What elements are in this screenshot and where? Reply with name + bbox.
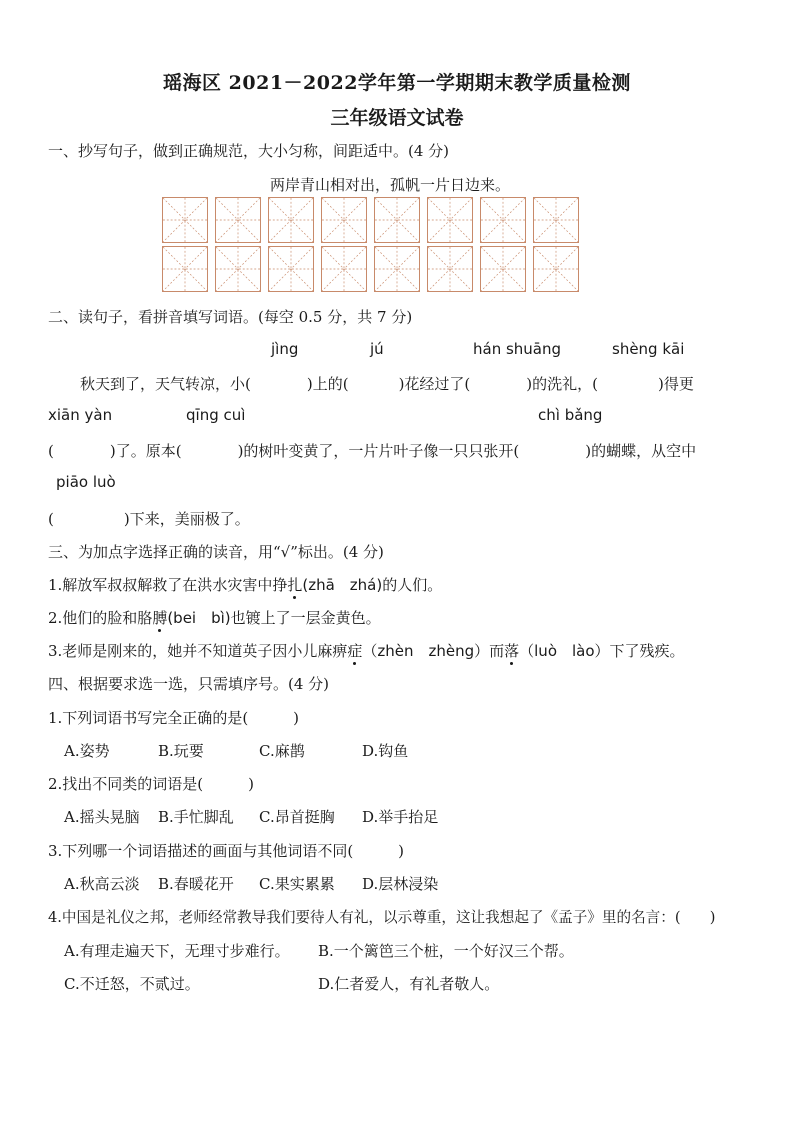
text: )的洗礼，( (526, 375, 599, 393)
dotted-char: 症 (347, 642, 363, 660)
writing-grid-row (162, 246, 579, 292)
grid-guide-lines (534, 247, 578, 291)
text: 3.老师是刚来的，她并不知道英子因小儿麻痹 (48, 642, 348, 660)
text: )的树叶变黄了，一片片叶子像一只只张开( (237, 442, 520, 460)
option-c[interactable]: C.昂首挺胸 (259, 808, 335, 826)
pinyin-options[interactable]: (zhā zhá) (302, 576, 383, 594)
writing-cell[interactable] (215, 246, 261, 292)
writing-grid-row (162, 197, 579, 243)
section4-question-4-stem: 4.中国是礼仪之邦，老师经常教导我们要待人有礼，以示尊重，这让我想起了《孟子》里的名言：( ) (48, 909, 716, 926)
text: ( (48, 510, 54, 528)
option-a[interactable]: A.秋高云淡 (64, 875, 140, 893)
section4-question-1-stem: 1.下列词语书写完全正确的是( ) (48, 709, 300, 727)
option-b[interactable]: B.春暖花开 (158, 875, 234, 893)
grid-guide-lines (322, 247, 366, 291)
grid-guide-lines (163, 247, 207, 291)
pinyin-han-shuang: hán shuāng (473, 340, 562, 358)
text: 2.他们的脸和胳 (48, 609, 153, 627)
pinyin-piao-luo: piāo luò (56, 473, 116, 491)
grid-guide-lines (534, 198, 578, 242)
fill-line-1 (80, 373, 694, 394)
option-c[interactable]: C.果实累累 (259, 875, 335, 893)
dotted-char: 扎 (287, 576, 303, 594)
writing-cell[interactable] (162, 246, 208, 292)
option-d[interactable]: D.层林浸染 (362, 875, 439, 893)
option-d[interactable]: D.仁者爱人，有礼者敬人。 (318, 975, 500, 993)
text: 1.解放军叔叔解救了在洪水灾害中挣 (48, 576, 288, 594)
writing-cell[interactable] (162, 197, 208, 243)
grid-guide-lines (269, 198, 313, 242)
grid-guide-lines (269, 247, 313, 291)
option-b[interactable]: B.玩要 (158, 742, 204, 760)
grid-guide-lines (163, 198, 207, 242)
pinyin-ju: jú (370, 340, 384, 358)
writing-cell[interactable] (321, 246, 367, 292)
writing-cell[interactable] (215, 197, 261, 243)
section1-heading: 一、抄写句子，做到正确规范，大小匀称，间距适中。(4 分) (48, 142, 450, 160)
text: )的蝴蝶，从空中 (585, 442, 697, 460)
text: ( (48, 442, 54, 460)
option-c[interactable]: C.麻鹊 (259, 742, 305, 760)
option-d[interactable]: D.举手抬足 (362, 808, 439, 826)
pinyin-jing: jìng (271, 340, 299, 358)
section3-heading: 三、为加点字选择正确的读音，用“√”标出。(4 分) (48, 543, 384, 561)
section2-heading: 二、读句子，看拼音填写词语。(每空 0.5 分，共 7 分) (48, 308, 413, 326)
writing-cell[interactable] (427, 246, 473, 292)
text: )上的( (306, 375, 349, 393)
grid-guide-lines (216, 198, 260, 242)
fill-line-3 (48, 508, 250, 529)
option-b[interactable]: B.一个篱笆三个桩，一个好汉三个帮。 (318, 942, 574, 960)
exam-subtitle: 三年级语文试卷 (330, 107, 464, 129)
section4-heading: 四、根据要求选一选，只需填序号。(4 分) (48, 675, 330, 693)
pinyin-options[interactable]: (bei bì) (167, 609, 231, 627)
section4-question-3-stem: 3.下列哪一个词语描述的画面与其他词语不同( ) (48, 842, 405, 860)
grid-guide-lines (428, 198, 472, 242)
section3-question-3 (48, 640, 685, 661)
grid-guide-lines (481, 247, 525, 291)
section1-sentence: 两岸青山相对出，孤帆一片日边来。 (270, 176, 511, 194)
text: 也镀上了一层金黄色。 (230, 609, 381, 627)
writing-cell[interactable] (533, 197, 579, 243)
text: 的人们。 (382, 576, 443, 594)
pinyin-options[interactable]: （zhèn zhèng） (362, 642, 490, 660)
pinyin-qing-cui: qīng cuì (186, 406, 246, 424)
section3-question-2 (48, 607, 381, 628)
option-a[interactable]: A.摇头晃脑 (64, 808, 140, 826)
pinyin-options[interactable]: （luò lào） (519, 642, 610, 660)
section3-question-1 (48, 574, 442, 595)
writing-cell[interactable] (480, 197, 526, 243)
dotted-char: 膊 (152, 609, 168, 627)
option-b[interactable]: B.手忙脚乱 (158, 808, 234, 826)
pinyin-sheng-kai: shèng kāi (612, 340, 685, 358)
writing-cell[interactable] (374, 197, 420, 243)
section4-question-2-stem: 2.找出不同类的词语是( ) (48, 775, 255, 793)
exam-title: 瑶海区 2021－2022学年第一学期期末教学质量检测 (163, 72, 631, 94)
writing-cell[interactable] (268, 246, 314, 292)
option-a[interactable]: A.姿势 (64, 742, 110, 760)
fill-line-2 (48, 440, 696, 461)
grid-guide-lines (481, 198, 525, 242)
option-a[interactable]: A.有理走遍天下，无理寸步难行。 (64, 942, 290, 960)
dotted-char: 落 (504, 642, 520, 660)
grid-guide-lines (375, 247, 419, 291)
text: )得更 (658, 375, 694, 393)
pinyin-chi-bang: chì bǎng (538, 406, 603, 424)
text: 而 (489, 642, 505, 660)
option-d[interactable]: D.钩鱼 (362, 742, 409, 760)
text: )花经过了( (398, 375, 471, 393)
writing-cell[interactable] (321, 197, 367, 243)
pinyin-xian-yan: xiān yàn (48, 406, 113, 424)
text: )下来，美丽极了。 (123, 510, 250, 528)
writing-cell[interactable] (268, 197, 314, 243)
grid-guide-lines (375, 198, 419, 242)
grid-guide-lines (322, 198, 366, 242)
writing-cell[interactable] (374, 246, 420, 292)
text: )了。原本( (109, 442, 182, 460)
text: 秋天到了，天气转凉，小( (80, 375, 251, 393)
grid-guide-lines (428, 247, 472, 291)
option-c[interactable]: C.不迁怒，不贰过。 (64, 975, 200, 993)
text: 下了残疾。 (609, 642, 685, 660)
writing-cell[interactable] (427, 197, 473, 243)
grid-guide-lines (216, 247, 260, 291)
writing-cell[interactable] (533, 246, 579, 292)
writing-cell[interactable] (480, 246, 526, 292)
